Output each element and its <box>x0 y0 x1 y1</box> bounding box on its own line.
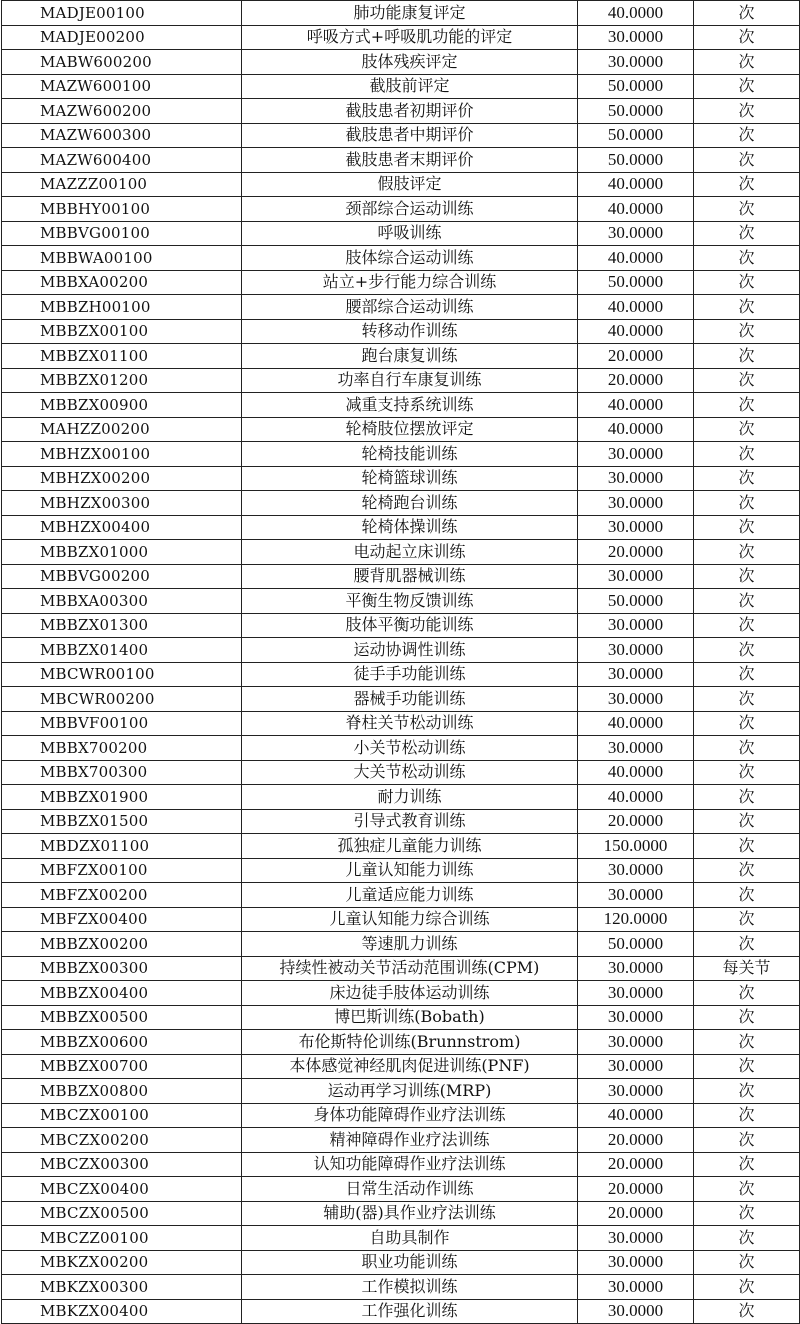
table-row <box>2 417 800 442</box>
item-code-cell: MBBZX00300 <box>2 956 242 981</box>
item-unit-cell: 次 <box>694 1250 800 1275</box>
item-price-cell: 40.0000 <box>578 393 694 418</box>
item-unit-cell: 次 <box>694 74 800 99</box>
item-unit-cell: 次 <box>694 662 800 687</box>
item-code-cell: MBCWR00200 <box>2 687 242 712</box>
table-row <box>2 907 800 932</box>
table-row <box>2 270 800 295</box>
item-price-cell: 50.0000 <box>578 148 694 173</box>
item-name-cell: 博巴斯训练(Bobath) <box>242 1005 578 1030</box>
table-row <box>2 74 800 99</box>
table-row <box>2 736 800 761</box>
item-unit-cell: 次 <box>694 589 800 614</box>
item-code-cell: MBCZX00500 <box>2 1201 242 1226</box>
item-unit-cell: 次 <box>694 50 800 75</box>
item-unit-cell: 次 <box>694 1299 800 1324</box>
item-code-cell: MBDZX01100 <box>2 834 242 859</box>
item-code-cell: MAZZZ00100 <box>2 172 242 197</box>
item-price-cell: 40.0000 <box>578 1 694 26</box>
table-row <box>2 1103 800 1128</box>
item-code-cell: MBBVF00100 <box>2 711 242 736</box>
item-code-cell: MBKZX00400 <box>2 1299 242 1324</box>
item-code-cell: MBBZX01000 <box>2 540 242 565</box>
item-name-cell: 持续性被动关节活动范围训练(CPM) <box>242 956 578 981</box>
item-price-cell: 30.0000 <box>578 613 694 638</box>
table-row <box>2 442 800 467</box>
item-code-cell: MBCZZ00100 <box>2 1226 242 1251</box>
table-row <box>2 638 800 663</box>
table-row <box>2 172 800 197</box>
item-name-cell: 肢体平衡功能训练 <box>242 613 578 638</box>
item-price-cell: 30.0000 <box>578 1226 694 1251</box>
item-code-cell: MAZW600300 <box>2 123 242 148</box>
item-code-cell: MBHZX00400 <box>2 515 242 540</box>
item-price-cell: 30.0000 <box>578 858 694 883</box>
item-unit-cell: 次 <box>694 1079 800 1104</box>
item-name-cell: 截肢前评定 <box>242 74 578 99</box>
item-name-cell: 工作强化训练 <box>242 1299 578 1324</box>
item-unit-cell: 次 <box>694 442 800 467</box>
item-name-cell: 大关节松动训练 <box>242 760 578 785</box>
item-code-cell: MBBZX00600 <box>2 1030 242 1055</box>
item-name-cell: 儿童认知能力训练 <box>242 858 578 883</box>
item-name-cell: 认知功能障碍作业疗法训练 <box>242 1152 578 1177</box>
table-row <box>2 1250 800 1275</box>
item-unit-cell: 每关节 <box>694 956 800 981</box>
item-price-cell: 30.0000 <box>578 221 694 246</box>
item-price-cell: 50.0000 <box>578 74 694 99</box>
item-code-cell: MBBZX01900 <box>2 785 242 810</box>
item-unit-cell: 次 <box>694 515 800 540</box>
item-name-cell: 肺功能康复评定 <box>242 1 578 26</box>
item-unit-cell: 次 <box>694 858 800 883</box>
item-name-cell: 跑台康复训练 <box>242 344 578 369</box>
item-name-cell: 腰背肌器械训练 <box>242 564 578 589</box>
item-code-cell: MBBZX01500 <box>2 809 242 834</box>
item-name-cell: 运动协调性训练 <box>242 638 578 663</box>
item-price-cell: 30.0000 <box>578 515 694 540</box>
table-row <box>2 344 800 369</box>
item-name-cell: 自助具制作 <box>242 1226 578 1251</box>
item-price-cell: 30.0000 <box>578 956 694 981</box>
table-row <box>2 466 800 491</box>
item-unit-cell: 次 <box>694 99 800 124</box>
item-name-cell: 功率自行车康复训练 <box>242 368 578 393</box>
item-name-cell: 脊柱关节松动训练 <box>242 711 578 736</box>
table-row <box>2 368 800 393</box>
item-name-cell: 儿童认知能力综合训练 <box>242 907 578 932</box>
item-unit-cell: 次 <box>694 148 800 173</box>
item-price-cell: 40.0000 <box>578 246 694 271</box>
item-code-cell: MBCWR00100 <box>2 662 242 687</box>
item-name-cell: 转移动作训练 <box>242 319 578 344</box>
item-name-cell: 身体功能障碍作业疗法训练 <box>242 1103 578 1128</box>
item-price-cell: 50.0000 <box>578 270 694 295</box>
item-unit-cell: 次 <box>694 1201 800 1226</box>
item-code-cell: MBBWA00100 <box>2 246 242 271</box>
table-row <box>2 221 800 246</box>
item-name-cell: 耐力训练 <box>242 785 578 810</box>
item-name-cell: 等速肌力训练 <box>242 932 578 957</box>
item-name-cell: 日常生活动作训练 <box>242 1177 578 1202</box>
item-name-cell: 孤独症儿童能力训练 <box>242 834 578 859</box>
item-unit-cell: 次 <box>694 638 800 663</box>
item-name-cell: 小关节松动训练 <box>242 736 578 761</box>
item-price-cell: 30.0000 <box>578 662 694 687</box>
item-unit-cell: 次 <box>694 417 800 442</box>
item-name-cell: 截肢患者末期评价 <box>242 148 578 173</box>
table-row <box>2 834 800 859</box>
item-price-cell: 30.0000 <box>578 466 694 491</box>
item-code-cell: MAHZZ00200 <box>2 417 242 442</box>
item-price-cell: 40.0000 <box>578 197 694 222</box>
item-price-cell: 30.0000 <box>578 25 694 50</box>
item-unit-cell: 次 <box>694 711 800 736</box>
item-name-cell: 颈部综合运动训练 <box>242 197 578 222</box>
item-price-cell: 20.0000 <box>578 809 694 834</box>
item-code-cell: MBKZX00200 <box>2 1250 242 1275</box>
item-name-cell: 假肢评定 <box>242 172 578 197</box>
item-code-cell: MAZW600200 <box>2 99 242 124</box>
item-code-cell: MADJE00200 <box>2 25 242 50</box>
item-name-cell: 轮椅篮球训练 <box>242 466 578 491</box>
item-price-cell: 40.0000 <box>578 1103 694 1128</box>
item-code-cell: MBBZX01300 <box>2 613 242 638</box>
item-name-cell: 轮椅跑台训练 <box>242 491 578 516</box>
item-price-cell: 40.0000 <box>578 172 694 197</box>
item-unit-cell: 次 <box>694 25 800 50</box>
table-row <box>2 589 800 614</box>
item-name-cell: 儿童适应能力训练 <box>242 883 578 908</box>
item-unit-cell: 次 <box>694 1226 800 1251</box>
item-unit-cell: 次 <box>694 221 800 246</box>
table-row <box>2 760 800 785</box>
item-unit-cell: 次 <box>694 197 800 222</box>
item-name-cell: 引导式教育训练 <box>242 809 578 834</box>
item-code-cell: MBHZX00300 <box>2 491 242 516</box>
table-row <box>2 1 800 26</box>
item-unit-cell: 次 <box>694 1103 800 1128</box>
item-code-cell: MBBX700200 <box>2 736 242 761</box>
table-row <box>2 662 800 687</box>
item-unit-cell: 次 <box>694 466 800 491</box>
table-row <box>2 197 800 222</box>
item-name-cell: 截肢患者初期评价 <box>242 99 578 124</box>
item-code-cell: MABW600200 <box>2 50 242 75</box>
item-unit-cell: 次 <box>694 1275 800 1300</box>
item-price-cell: 20.0000 <box>578 1201 694 1226</box>
table-row <box>2 123 800 148</box>
item-price-cell: 40.0000 <box>578 295 694 320</box>
table-row <box>2 932 800 957</box>
table-row <box>2 1030 800 1055</box>
table-row <box>2 319 800 344</box>
item-name-cell: 床边徒手肢体运动训练 <box>242 981 578 1006</box>
table-row <box>2 981 800 1006</box>
item-code-cell: MBBZX01200 <box>2 368 242 393</box>
item-unit-cell: 次 <box>694 834 800 859</box>
item-price-cell: 20.0000 <box>578 344 694 369</box>
table-row <box>2 540 800 565</box>
item-code-cell: MBKZX00300 <box>2 1275 242 1300</box>
item-price-cell: 30.0000 <box>578 1275 694 1300</box>
item-code-cell: MBBZX00900 <box>2 393 242 418</box>
item-price-cell: 30.0000 <box>578 1250 694 1275</box>
item-price-cell: 120.0000 <box>578 907 694 932</box>
item-unit-cell: 次 <box>694 1 800 26</box>
table-row <box>2 148 800 173</box>
item-code-cell: MBBZH00100 <box>2 295 242 320</box>
item-unit-cell: 次 <box>694 1054 800 1079</box>
table-row <box>2 50 800 75</box>
item-price-cell: 20.0000 <box>578 540 694 565</box>
table-row <box>2 809 800 834</box>
item-name-cell: 电动起立床训练 <box>242 540 578 565</box>
table-row <box>2 1177 800 1202</box>
item-price-cell: 30.0000 <box>578 687 694 712</box>
table-row <box>2 564 800 589</box>
item-unit-cell: 次 <box>694 172 800 197</box>
table-row <box>2 883 800 908</box>
item-name-cell: 徒手手功能训练 <box>242 662 578 687</box>
item-name-cell: 本体感觉神经肌肉促进训练(PNF) <box>242 1054 578 1079</box>
table-row <box>2 1299 800 1324</box>
table-row <box>2 491 800 516</box>
table-row <box>2 1054 800 1079</box>
item-unit-cell: 次 <box>694 736 800 761</box>
item-price-cell: 20.0000 <box>578 1128 694 1153</box>
item-code-cell: MBCZX00400 <box>2 1177 242 1202</box>
item-price-cell: 30.0000 <box>578 1005 694 1030</box>
item-unit-cell: 次 <box>694 981 800 1006</box>
item-code-cell: MBFZX00200 <box>2 883 242 908</box>
item-price-cell: 30.0000 <box>578 1299 694 1324</box>
item-name-cell: 轮椅肢位摆放评定 <box>242 417 578 442</box>
item-price-cell: 20.0000 <box>578 1152 694 1177</box>
item-code-cell: MBBZX01400 <box>2 638 242 663</box>
table-row <box>2 25 800 50</box>
item-price-cell: 40.0000 <box>578 785 694 810</box>
item-unit-cell: 次 <box>694 1152 800 1177</box>
item-price-cell: 40.0000 <box>578 711 694 736</box>
item-name-cell: 职业功能训练 <box>242 1250 578 1275</box>
item-unit-cell: 次 <box>694 1030 800 1055</box>
item-price-cell: 30.0000 <box>578 883 694 908</box>
table-row <box>2 1226 800 1251</box>
table-row <box>2 687 800 712</box>
item-price-cell: 40.0000 <box>578 760 694 785</box>
item-name-cell: 工作模拟训练 <box>242 1275 578 1300</box>
table-row <box>2 1275 800 1300</box>
item-code-cell: MBBXA00200 <box>2 270 242 295</box>
item-unit-cell: 次 <box>694 344 800 369</box>
item-name-cell: 减重支持系统训练 <box>242 393 578 418</box>
item-code-cell: MBCZX00300 <box>2 1152 242 1177</box>
table-row <box>2 1005 800 1030</box>
item-unit-cell: 次 <box>694 613 800 638</box>
item-name-cell: 轮椅体操训练 <box>242 515 578 540</box>
item-price-cell: 150.0000 <box>578 834 694 859</box>
item-unit-cell: 次 <box>694 295 800 320</box>
item-price-cell: 30.0000 <box>578 564 694 589</box>
item-code-cell: MBBZX00400 <box>2 981 242 1006</box>
item-unit-cell: 次 <box>694 564 800 589</box>
item-name-cell: 运动再学习训练(MRP) <box>242 1079 578 1104</box>
item-code-cell: MBBX700300 <box>2 760 242 785</box>
table-row <box>2 99 800 124</box>
item-unit-cell: 次 <box>694 907 800 932</box>
item-code-cell: MBBHY00100 <box>2 197 242 222</box>
item-price-cell: 30.0000 <box>578 50 694 75</box>
item-unit-cell: 次 <box>694 1005 800 1030</box>
item-name-cell: 肢体综合运动训练 <box>242 246 578 271</box>
item-code-cell: MAZW600100 <box>2 74 242 99</box>
item-code-cell: MBBZX01100 <box>2 344 242 369</box>
table-row <box>2 711 800 736</box>
item-unit-cell: 次 <box>694 368 800 393</box>
item-price-cell: 30.0000 <box>578 736 694 761</box>
item-name-cell: 平衡生物反馈训练 <box>242 589 578 614</box>
table-row <box>2 515 800 540</box>
item-name-cell: 轮椅技能训练 <box>242 442 578 467</box>
item-code-cell: MBBZX00100 <box>2 319 242 344</box>
item-price-cell: 50.0000 <box>578 123 694 148</box>
item-unit-cell: 次 <box>694 393 800 418</box>
item-code-cell: MBCZX00200 <box>2 1128 242 1153</box>
item-price-cell: 30.0000 <box>578 442 694 467</box>
item-price-cell: 20.0000 <box>578 368 694 393</box>
item-unit-cell: 次 <box>694 491 800 516</box>
item-price-cell: 50.0000 <box>578 99 694 124</box>
item-unit-cell: 次 <box>694 319 800 344</box>
item-price-cell: 40.0000 <box>578 417 694 442</box>
item-name-cell: 辅助(器)具作业疗法训练 <box>242 1201 578 1226</box>
table-row <box>2 956 800 981</box>
item-code-cell: MBFZX00400 <box>2 907 242 932</box>
item-price-cell: 30.0000 <box>578 638 694 663</box>
item-code-cell: MBBZX00700 <box>2 1054 242 1079</box>
table-row <box>2 785 800 810</box>
item-code-cell: MBBZX00500 <box>2 1005 242 1030</box>
table-row <box>2 613 800 638</box>
item-unit-cell: 次 <box>694 785 800 810</box>
table-row <box>2 246 800 271</box>
table-row <box>2 393 800 418</box>
item-unit-cell: 次 <box>694 270 800 295</box>
item-name-cell: 精神障碍作业疗法训练 <box>242 1128 578 1153</box>
item-price-cell: 30.0000 <box>578 1030 694 1055</box>
item-name-cell: 腰部综合运动训练 <box>242 295 578 320</box>
item-name-cell: 站立+步行能力综合训练 <box>242 270 578 295</box>
item-price-cell: 30.0000 <box>578 981 694 1006</box>
item-code-cell: MBBZX00800 <box>2 1079 242 1104</box>
item-unit-cell: 次 <box>694 687 800 712</box>
item-code-cell: MBBZX00200 <box>2 932 242 957</box>
item-code-cell: MAZW600400 <box>2 148 242 173</box>
item-code-cell: MBBXA00300 <box>2 589 242 614</box>
table-row <box>2 1128 800 1153</box>
item-unit-cell: 次 <box>694 540 800 565</box>
item-unit-cell: 次 <box>694 123 800 148</box>
item-unit-cell: 次 <box>694 932 800 957</box>
item-code-cell: MBBVG00100 <box>2 221 242 246</box>
item-price-cell: 20.0000 <box>578 1177 694 1202</box>
table-row <box>2 858 800 883</box>
item-name-cell: 呼吸训练 <box>242 221 578 246</box>
item-unit-cell: 次 <box>694 760 800 785</box>
item-code-cell: MBCZX00100 <box>2 1103 242 1128</box>
item-name-cell: 呼吸方式+呼吸肌功能的评定 <box>242 25 578 50</box>
item-price-cell: 30.0000 <box>578 1054 694 1079</box>
item-name-cell: 布伦斯特伦训练(Brunnstrom) <box>242 1030 578 1055</box>
item-unit-cell: 次 <box>694 246 800 271</box>
item-unit-cell: 次 <box>694 1177 800 1202</box>
fee-table <box>1 0 800 1324</box>
item-code-cell: MBHZX00200 <box>2 466 242 491</box>
item-name-cell: 截肢患者中期评价 <box>242 123 578 148</box>
table-row <box>2 295 800 320</box>
item-price-cell: 40.0000 <box>578 319 694 344</box>
item-name-cell: 肢体残疾评定 <box>242 50 578 75</box>
item-price-cell: 30.0000 <box>578 491 694 516</box>
table-row <box>2 1152 800 1177</box>
item-code-cell: MBFZX00100 <box>2 858 242 883</box>
table-row <box>2 1079 800 1104</box>
item-code-cell: MBHZX00100 <box>2 442 242 467</box>
item-unit-cell: 次 <box>694 883 800 908</box>
item-code-cell: MADJE00100 <box>2 1 242 26</box>
item-code-cell: MBBVG00200 <box>2 564 242 589</box>
item-price-cell: 50.0000 <box>578 589 694 614</box>
item-price-cell: 30.0000 <box>578 1079 694 1104</box>
item-unit-cell: 次 <box>694 809 800 834</box>
fee-table-body <box>2 1 800 1324</box>
item-unit-cell: 次 <box>694 1128 800 1153</box>
table-row <box>2 1201 800 1226</box>
item-name-cell: 器械手功能训练 <box>242 687 578 712</box>
item-price-cell: 50.0000 <box>578 932 694 957</box>
